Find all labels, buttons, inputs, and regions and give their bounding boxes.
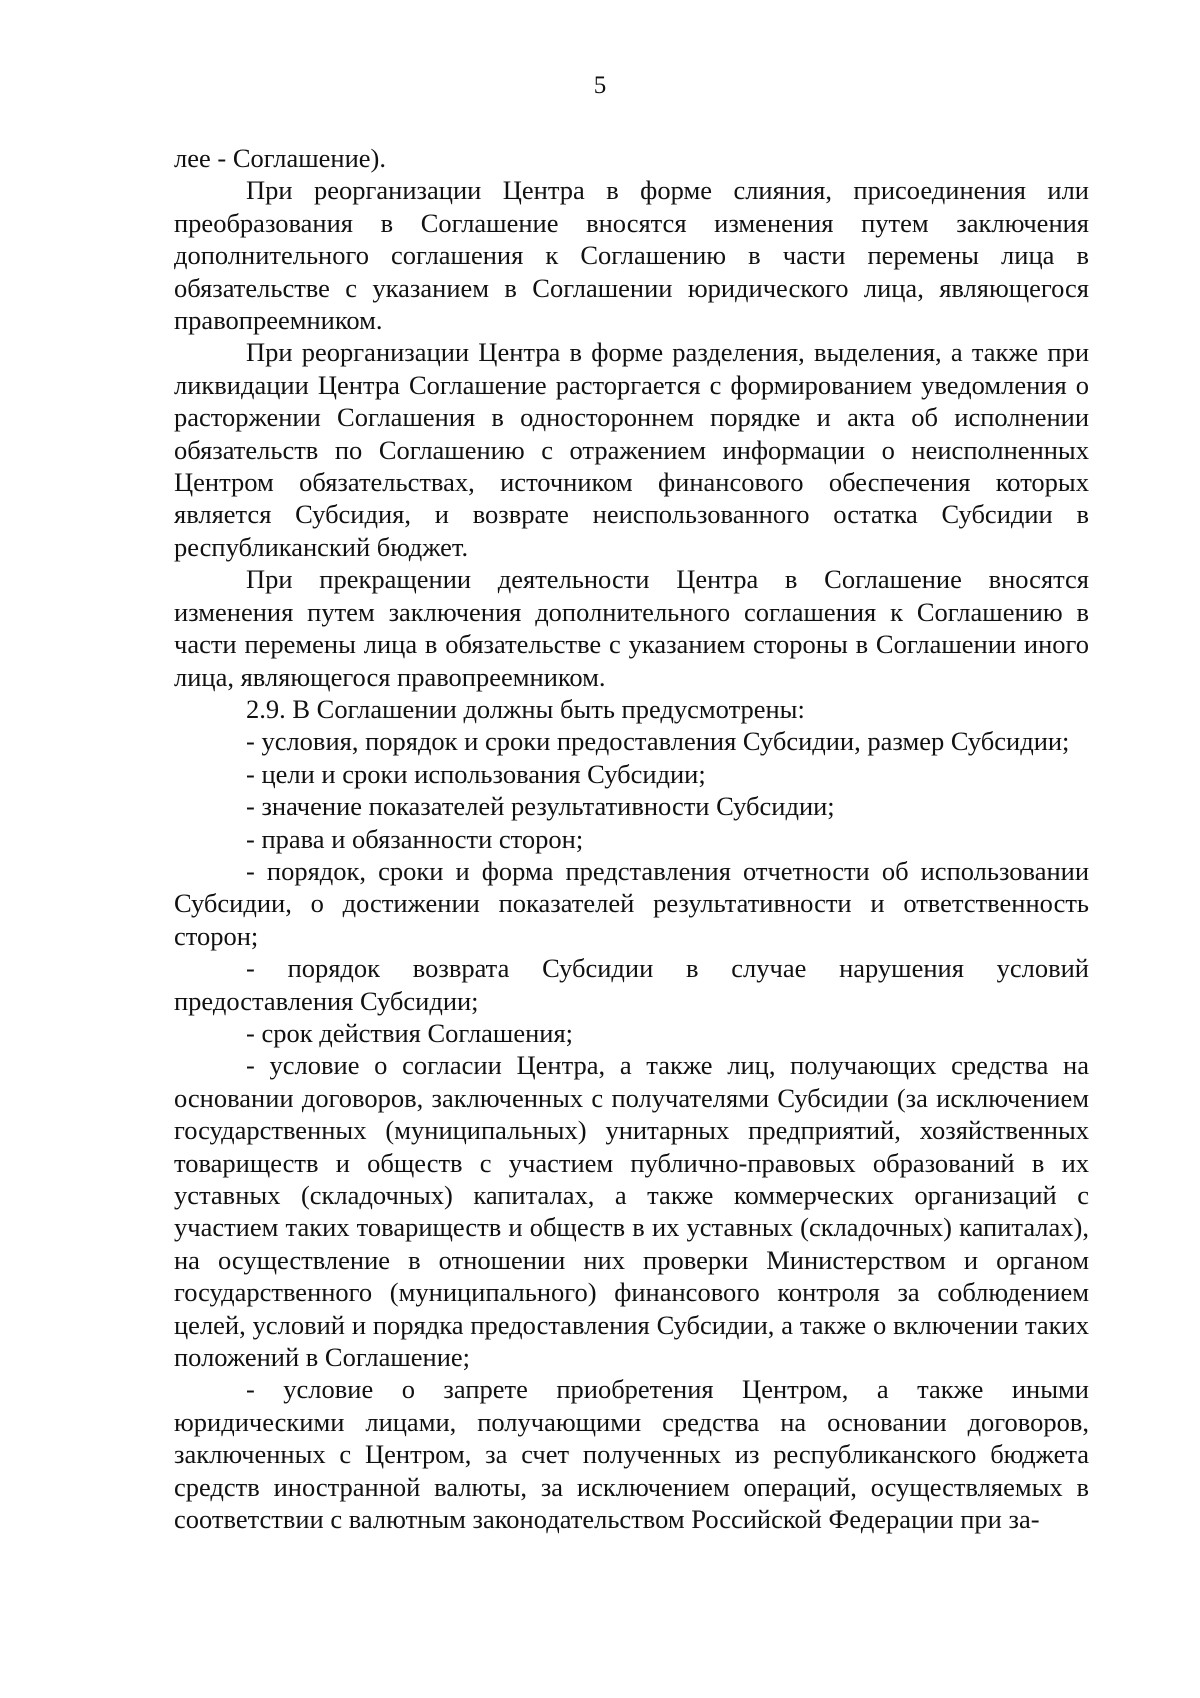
page-number: 5 [593,72,607,99]
paragraph-reorganization-merger: При реорганизации Центра в форме слияния, присоединения или преобразования в Соглашение вносятся изменения путем заключения дополнительного соглашения к Соглашению в части перемены лица в обязательстве с указанием в Соглашении юридического лица, являющегося правопреемником. [174,175,1089,336]
list-item: - условие о согласии Центра, а также лиц, получающих средства на основании договоров, заключенных с получателями Субсидии (за исключением государственных (муниципальных) унитарных предприятий, хозяйственных товариществ и обществ с участием публично-правовых образований в их уставных (складочных) капиталах, а также коммерческих организаций с участием таких товариществ и обществ в их уставных (складочных) капиталах), на осуществление в отношении них проверки Министерством и органом государственного (муниципального) финансового контроля за соблюдением целей, условий и порядка предоставления Субсидии, а также о включении таких положений в Соглашение; [174,1050,1089,1373]
list-item: - условие о запрете приобретения Центром, а также иными юридическими лицами, получающими средства на основании договоров, заключенных с Центром, за счет полученных из республиканского бюджета средств иностранной валюты, за исключением операций, осуществляемых в соответствии с валютным законодательством Российской Федерации при за- [174,1374,1089,1535]
list-item: - права и обязанности сторон; [246,823,584,854]
paragraph-continuation: лее - Соглашение). [174,143,386,173]
list-item: - порядок возврата Субсидии в случае нарушения условий предоставления Субсидии; [174,953,1089,1016]
list-item: - порядок, сроки и форма представления отчетности об использовании Субсидии, о достижении показателей результативности и ответственность сторон; [174,855,1089,951]
clause-2-9-heading: 2.9. В Соглашении должны быть предусмотрены: [246,693,805,724]
list-item: - срок действия Соглашения; [246,1017,574,1048]
paragraph-reorganization-division: При реорганизации Центра в форме разделения, выделения, а также при ликвидации Центра Соглашение расторгается с формированием уведомления о расторжении Соглашения в одностороннем порядке и акта об исполнении обязательств по Соглашению с отражением информации о неисполненных Центром обязательствах, источником финансового обеспечения которых является Субсидия, и возврате неиспользованного остатка Субсидии в республиканский бюджет. [174,337,1089,562]
list-item: - условия, порядок и сроки предоставления Субсидии, размер Субсидии; [246,726,1070,757]
document-body [174,142,1089,1535]
list-item: - значение показателей результативности Субсидии; [246,791,835,822]
list-item: - цели и сроки использования Субсидии; [246,758,706,789]
paragraph-termination: При прекращении деятельности Центра в Соглашение вносятся изменения путем заключения дополнительного соглашения к Соглашению в части перемены лица в обязательстве с указанием стороны в Соглашении иного лица, являющегося правопреемником. [174,564,1089,692]
